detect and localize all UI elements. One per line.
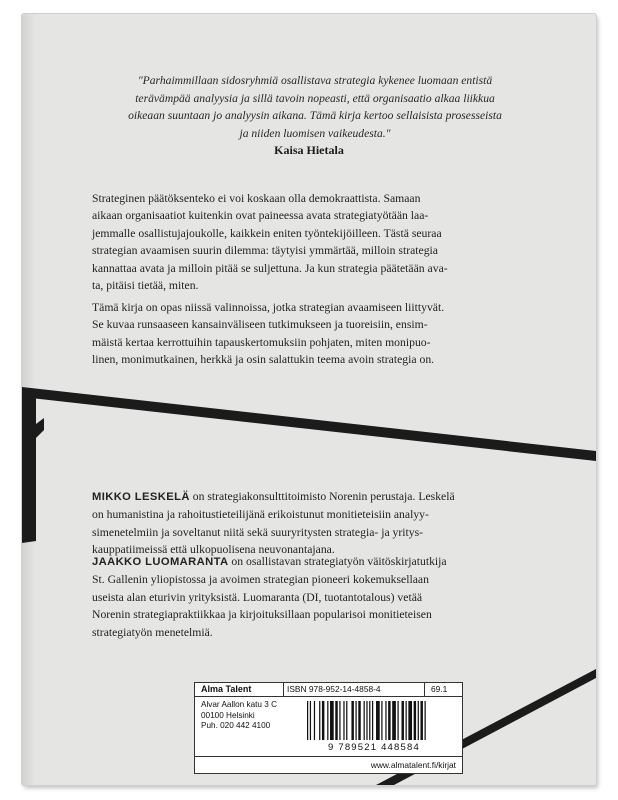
author-name: JAAKKO LUOMARANTA [92,556,229,568]
barcode-bar [402,701,404,740]
barcode-bar [397,701,398,740]
text-line: St. Gallenin yliopistossa ja avoimen strategian pioneeri kokemuksellaan [92,573,429,587]
barcode-bar [322,701,324,740]
text-line: simenetelmiin ja soveltanut niitä sekä suuryritysten strategia- ja yritys- [92,525,424,539]
barcode-bar [358,701,360,740]
author-bio-leskela [92,488,558,559]
barcode-bar [406,701,407,740]
quote-line: "Parhaimmillaan sidosryhmiä osallistava strategia kykenee luomaan entistä [137,74,493,87]
barcode-bar [385,701,386,740]
text-line: linen, monimutkainen, herkkä ja osin salattukin teema avoin strategia on. [92,353,435,367]
text-line [92,488,558,506]
barcode-bar [425,701,426,740]
barcode-bar [346,701,347,740]
isbn: ISBN 978-952-14-4858-4 [283,683,425,696]
description-paragraph-1 [92,190,558,294]
text-line: jemmalle osallistujajoukolle, kaikkein eniten työntekijöilleen. Tästä seuraa [92,226,442,240]
bio-first-line: on osallistavan strategiatyön väitöskirjatutkija [228,555,447,568]
barcode-bar [335,701,337,740]
barcode [299,700,449,752]
barcode-bar [327,701,328,740]
address-line: Puh. 020 442 4100 [201,721,271,730]
barcode-bar [319,701,320,740]
barcode-bar [388,701,390,740]
endorsement-quote [110,72,520,142]
address-line: Alvar Aallon katu 3 C [201,700,278,709]
back-cover [22,14,596,785]
barcode-bar [307,701,308,740]
text-line: Norenin strategiapraktiikkaa ja kirjoituksillaan popularisoi monitieteisen [92,608,432,622]
publisher-address [201,700,277,732]
stripe-main [22,387,596,461]
author-bio-luomaranta [92,553,558,641]
barcode-bar [314,701,315,740]
barcode-bar [369,701,370,740]
barcode-header [195,683,462,697]
quote-line: oikeaan suuntaan jo analyysin aikana. Tämä kirja kertoo sellaisista prosesseista [128,109,502,123]
barcode-bar [366,701,367,740]
publisher-name: Alma Talent [201,684,252,694]
barcode-bar [392,701,396,740]
barcode-bar [381,701,382,740]
quote-author: Kaisa Hietala [274,143,344,157]
text-line: Tämä kirja on opas niissä valinnoissa, jotka strategian avaamiseen liittyvät. [92,301,445,314]
barcode-bar [330,701,334,740]
publisher-url: www.almatalent.fi/kirjat [370,760,456,770]
address-line: 00100 Helsinki [201,710,255,720]
text-line: kannattaa avata ja milloin pitää se suljettuna. Ja kun strategia päätetään ava- [92,261,448,275]
quote-line: ja niiden luomisen vaikeudesta." [239,126,391,140]
text-line: useista alan eturivin yrityksistä. Luomaranta (DI, tuotantotalous) vetää [92,590,423,604]
stripe-left-edge [22,390,36,543]
barcode-footer [195,756,462,773]
text-line: Strateginen päätöksenteko ei voi koskaan olla demokraattista. Samaan [92,192,421,205]
text-line [92,553,558,571]
text-line: aikaan organisaatiot kuitenkin ovat paineessa avata strategiatyötään laa- [92,209,429,223]
text-line: strategiatyön menetelmiä. [92,625,213,639]
barcode-bar [418,701,419,740]
text-line: on humanistina ja rahoitustieteilijänä erikoistunut monitieteisiin analyy- [92,508,429,522]
barcode-bar [343,701,344,740]
barcode-bar [372,701,373,740]
barcode-bar [408,701,412,740]
text-line: mäistä kertaa kerrottuihin tapauskertomuksiin pohjaten, miten monipuo- [92,335,431,349]
barcode-bar [355,701,356,740]
text-line: strategian avaamisen suurin dilemma: täytyisi ymmärtää, milloin strategia [92,244,438,258]
barcode-bar [339,701,340,740]
barcode-box [194,682,463,774]
barcode-bar [414,701,416,740]
barcode-bar [376,701,380,740]
barcode-bar [310,701,311,740]
barcode-bar [420,701,422,740]
barcode-bar [351,701,353,740]
text-line: Se kuvaa runsaaseen kansainväliseen tutkimukseen ja tuoreisiin, ensim- [92,318,428,332]
barcode-bar [364,701,365,740]
quote-line: terävämpää analyysia ja sillä tavoin nopeasti, että organisaatio alkaa liikkua [135,91,495,105]
text-line: kauppatiimeissä että ulkopuolisena neuvonantajana. [92,543,335,557]
text-line: ta, pitäisi tietää, miten. [92,279,199,293]
barcode-digits: 9 789521 448584 [328,742,420,752]
bio-first-line: on strategiakonsulttitoimisto Norenin perustaja. Leskelä [189,490,455,503]
description-paragraph-2 [92,299,558,369]
author-name: MIKKO LESKELÄ [92,491,190,503]
stripe-left-notch [36,418,44,438]
class-code: 69.1 [431,684,448,694]
